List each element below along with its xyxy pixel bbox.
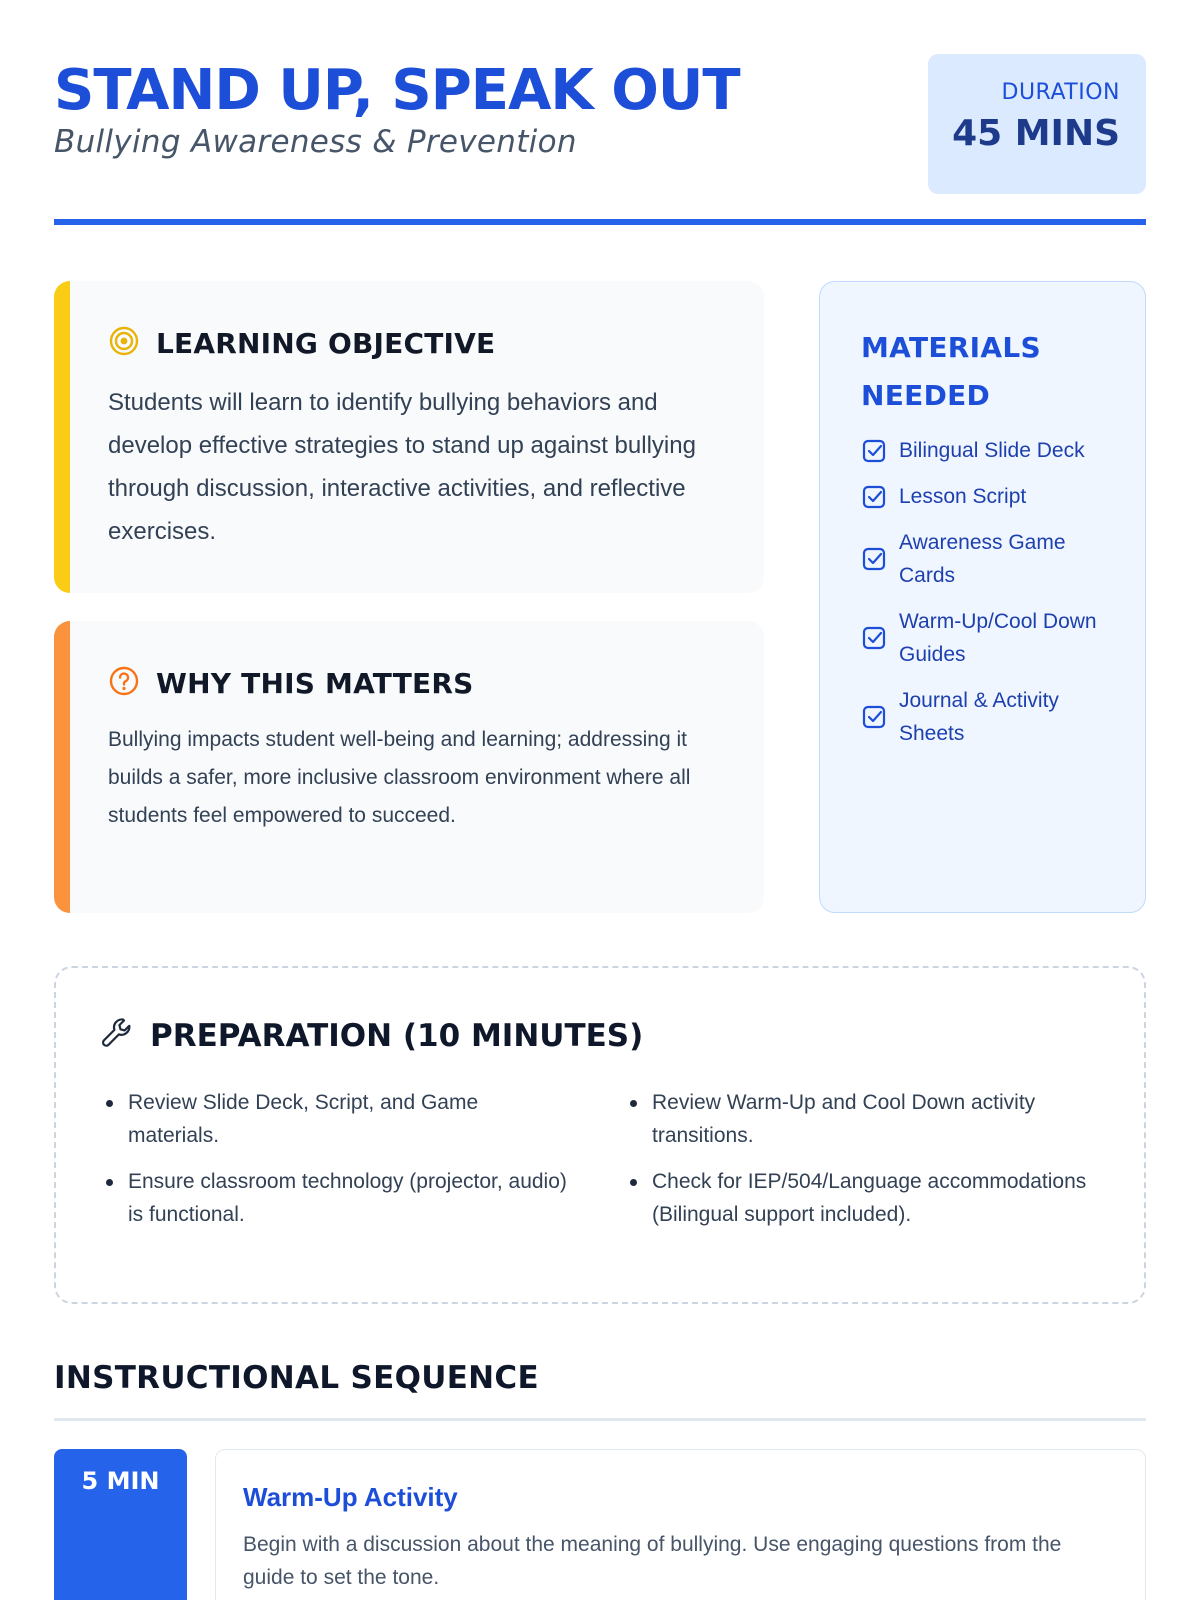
list-item: Review Slide Deck, Script, and Game materials.: [104, 1086, 574, 1152]
material-label: Journal & Activity Sheets: [899, 689, 1059, 745]
list-item: Review Warm-Up and Cool Down activity transitions.: [628, 1086, 1108, 1152]
list-item: Check for IEP/504/Language accommodations (Bilingual support included).: [628, 1165, 1108, 1231]
preparation-list-right: [628, 1086, 1108, 1244]
preparation-title: PREPARATION (10 MINUTES): [150, 1017, 644, 1054]
list-item: [861, 684, 1121, 750]
sequence-divider: [54, 1418, 1146, 1421]
preparation-heading: [98, 1014, 643, 1057]
objective-text: Students will learn to identify bullying behaviors and develop effective strategies to stand up against bullying through discussion, interactive activities, and reflective exercises.: [108, 389, 696, 545]
checkbox-icon: [861, 704, 887, 730]
page-title: STAND UP, SPEAK OUT: [54, 58, 740, 123]
duration-label: DURATION: [1001, 80, 1120, 105]
preparation-list-left: [104, 1086, 574, 1244]
step-duration: 5 MIN: [81, 1467, 160, 1495]
materials-list: [861, 434, 1121, 763]
preparation-section: [54, 966, 1146, 1304]
question-circle-icon: [108, 665, 156, 702]
objective-accent-bar: [54, 281, 70, 593]
list-item: [861, 480, 1121, 513]
matters-heading: [108, 665, 473, 702]
target-icon: [108, 325, 156, 362]
list-item: Ensure classroom technology (projector, audio) is functional.: [104, 1165, 574, 1231]
matters-text: Bullying impacts student well-being and learning; addressing it builds a safer, more inclusive classroom environment where all students feel empowered to succeed.: [108, 728, 691, 827]
sequence-title: INSTRUCTIONAL SEQUENCE: [54, 1360, 539, 1396]
duration-badge: [928, 54, 1146, 194]
matters-title: WHY THIS MATTERS: [156, 667, 474, 700]
matters-accent-bar: [54, 621, 70, 913]
material-label: Warm-Up/Cool Down Guides: [899, 610, 1097, 666]
duration-value: 45 MINS: [952, 113, 1120, 154]
checkbox-icon: [861, 438, 887, 464]
list-item: [861, 526, 1121, 592]
checkbox-icon: [861, 484, 887, 510]
step-description: Begin with a discussion about the meaning of bullying. Use engaging questions from the guide to set the tone.: [243, 1533, 1062, 1589]
learning-objective-card: [54, 281, 764, 593]
material-label: Bilingual Slide Deck: [899, 439, 1085, 462]
list-item: [861, 434, 1121, 467]
wrench-icon: [98, 1014, 150, 1057]
header-divider: [54, 219, 1146, 225]
objective-title: LEARNING OBJECTIVE: [156, 327, 496, 360]
lesson-header: [54, 54, 1146, 194]
step-title: Warm-Up Activity: [243, 1482, 458, 1512]
checkbox-icon: [861, 625, 887, 651]
step-card: [215, 1449, 1146, 1600]
material-label: Awareness Game Cards: [899, 531, 1066, 587]
material-label: Lesson Script: [899, 485, 1027, 508]
checkbox-icon: [861, 546, 887, 572]
why-this-matters-card: [54, 621, 764, 913]
materials-title: MATERIALS NEEDED: [861, 331, 1041, 412]
step-duration-badge: [54, 1449, 187, 1600]
objective-heading: [108, 325, 495, 362]
page-subtitle: Bullying Awareness & Prevention: [54, 124, 577, 160]
materials-panel: [819, 281, 1146, 913]
list-item: [861, 605, 1121, 671]
